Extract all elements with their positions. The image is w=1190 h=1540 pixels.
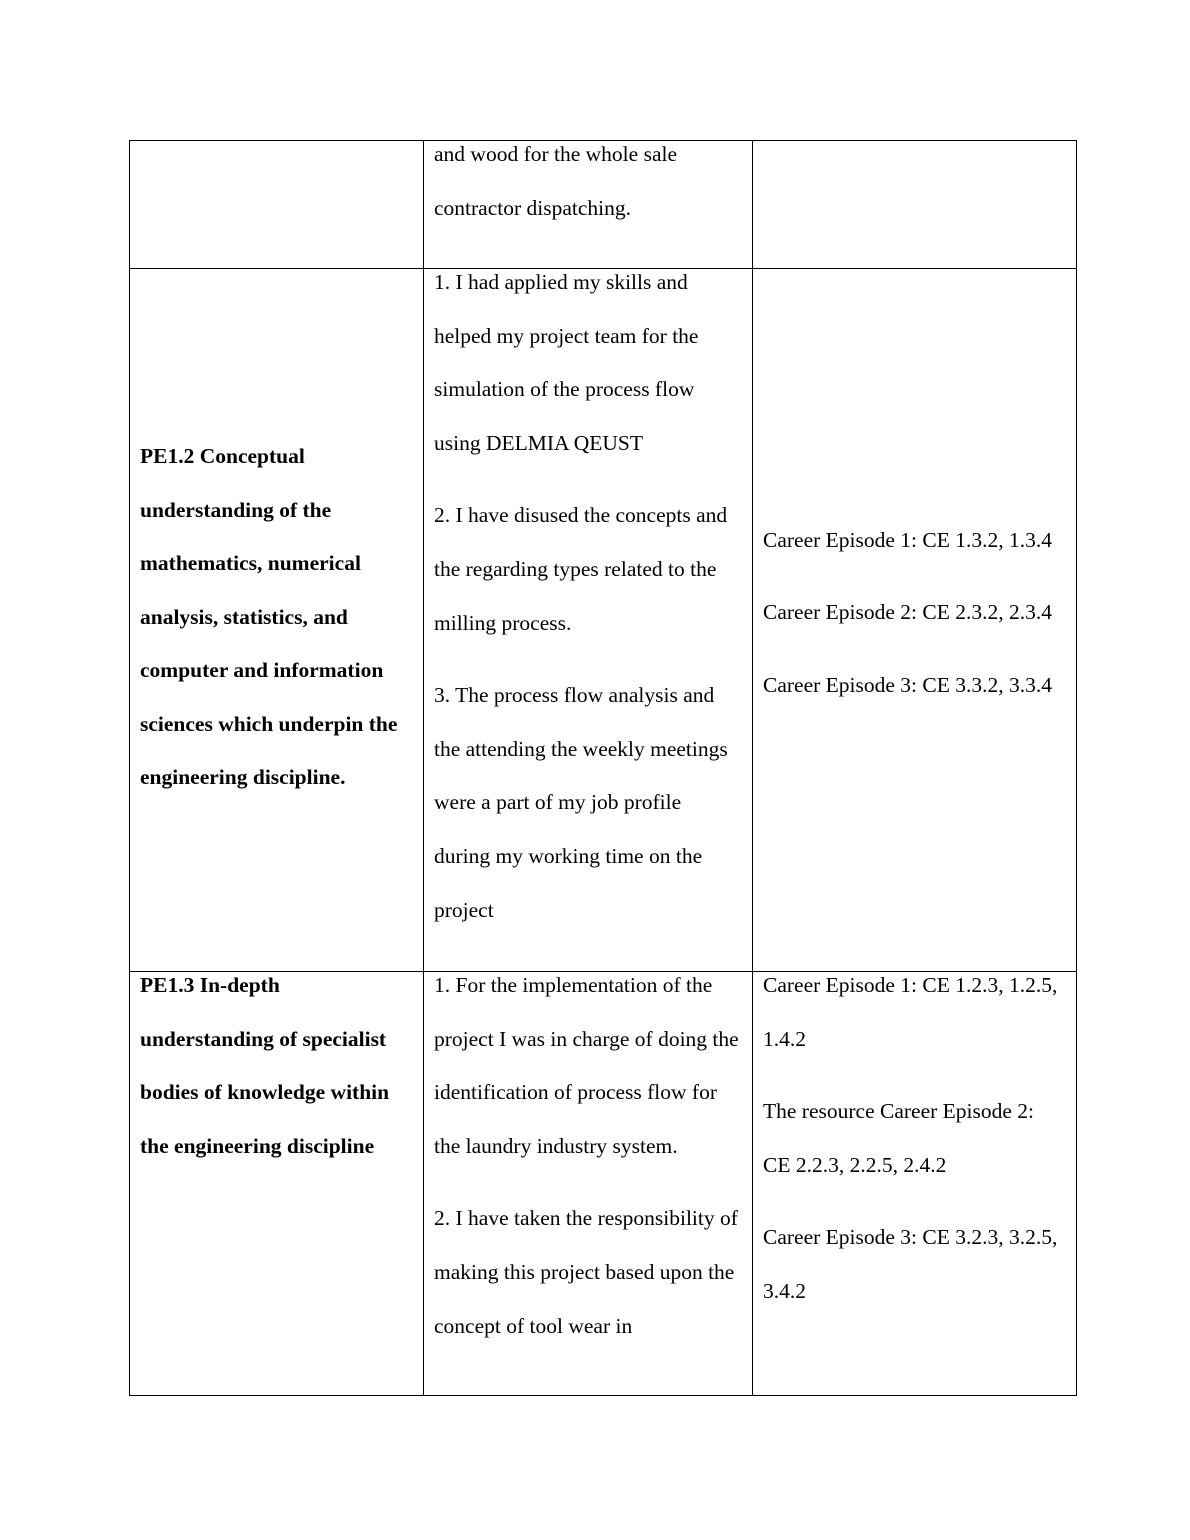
references-cell <box>753 972 1077 1396</box>
competency-text: PE1.2 Conceptual understanding of the mathematics, numerical analysis, statistics, and computer and information sciences which underpin the engineering discipline. <box>140 443 398 790</box>
competency-text: PE1.3 In-depth understanding of specialist bodies of knowledge within the engineering discipline <box>140 973 390 1158</box>
activity-text: 2. I have taken the responsibility of making this project based upon the concept of tool wear in <box>434 1206 738 1338</box>
activity-text: 3. The process flow analysis and the attending the weekly meetings were a part of my job profile during my working time on the project <box>434 683 728 922</box>
activity-text: 2. I have disused the concepts and the regarding types related to the milling process. <box>434 503 728 635</box>
reference-text: Career Episode 3: CE 3.3.2, 3.3.4 <box>763 672 1053 697</box>
references-cell <box>753 141 1077 269</box>
activity-text: 1. I had applied my skills and helped my project team for the simulation of the process flow using DELMIA QEUST <box>434 270 699 455</box>
competency-cell <box>130 972 424 1396</box>
reference-text: Career Episode 1: CE 1.3.2, 1.3.4 <box>763 527 1053 552</box>
table-row <box>130 972 1077 1396</box>
activities-cell <box>424 972 753 1396</box>
activities-cell <box>424 141 753 269</box>
competency-cell <box>130 141 424 269</box>
reference-text: Career Episode 1: CE 1.2.3, 1.2.5, 1.4.2 <box>763 973 1058 1051</box>
reference-text: The resource Career Episode 2: CE 2.2.3, 2.2.5, 2.4.2 <box>763 1099 1035 1177</box>
competency-cell <box>130 269 424 972</box>
competency-table <box>129 140 1077 1396</box>
table-row <box>130 269 1077 972</box>
table-row <box>130 141 1077 269</box>
reference-text: Career Episode 3: CE 3.2.3, 3.2.5, 3.4.2 <box>763 1225 1058 1303</box>
references-cell <box>753 269 1077 972</box>
activity-text: 1. For the implementation of the project I was in charge of doing the identification of process flow for the laundry industry system. <box>434 973 739 1158</box>
activities-cell <box>424 269 753 972</box>
activity-text: and wood for the whole sale contractor dispatching. <box>434 142 677 220</box>
reference-text: Career Episode 2: CE 2.3.2, 2.3.4 <box>763 600 1053 625</box>
